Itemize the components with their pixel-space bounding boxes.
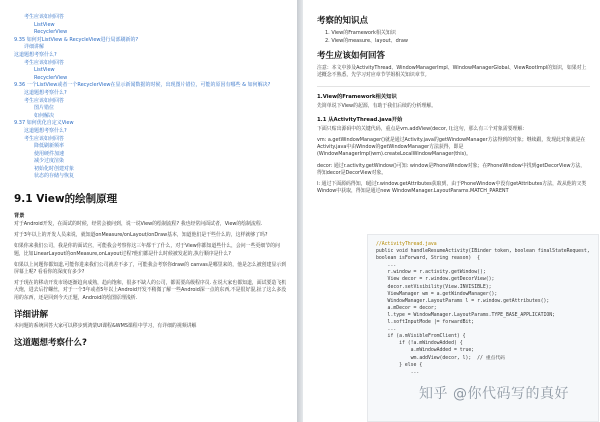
- toc-link[interactable]: 初始化时创建对象: [34, 165, 75, 172]
- framework-heading: 1.View的Framework相关知识: [317, 93, 397, 100]
- code-line: decor.setVisibility(View.INVISIBLE);: [376, 284, 492, 290]
- toc-link[interactable]: ListView: [34, 67, 55, 74]
- toc-link[interactable]: 详细讲解: [24, 44, 45, 51]
- activitythread-paragraph: 下面只贴出源码中的关键代码，重点是vm.addView(decor, l);这句，那么有三个对象需要理解：: [317, 125, 528, 132]
- framework-intro: 先简单说下View的起源，有助于我们后续的分析理解。: [317, 102, 437, 109]
- code-line: WindowManager.LayoutParams l = r.window.getAttributes();: [376, 298, 550, 304]
- toc-link[interactable]: 如何解决: [34, 112, 55, 119]
- vm-paragraph: vm: a.getWindowManager()就是通过Activity.java的getWindowManager方法得到的对象；继续跟，发现此对象就是在Activity.java中由Window的getWindowManager方法获得，即是(WindowManagerImpl)wm).createLocalWindowManager(this)。: [317, 137, 586, 158]
- code-line: l.type = WindowManager.LayoutParams.TYPE_BASE_APPLICATION;: [376, 312, 556, 318]
- toc-link[interactable]: 减少过度渲染: [34, 158, 65, 165]
- knowledge-item: 2. View的measure、layout、draw: [325, 37, 409, 44]
- layoutparams-paragraph: l: 通过下面源码得知，l通过r.window.getAttributes获取到，由于PhoneWindow中没有getAttributes方法，故从他的父类Window中获取，得知是通过new WindowManager.LayoutParams.MATCH_PARENT: [317, 181, 587, 195]
- toc-link[interactable]: 9.35 如何对ListView & RecycleView进行局部刷新的?: [14, 36, 139, 43]
- section-title: 9.1 View的绘制原理: [14, 193, 118, 206]
- toc-link[interactable]: 9.36 一个ListView或者一个RecyclerView在显示新闻数据的时候，出现图片错位，可能的原因有哪些 & 如何解决?: [14, 82, 271, 89]
- answer-heading: 考生应该如何回答: [317, 51, 386, 62]
- toc-link[interactable]: 考生应该如何回答: [24, 135, 65, 142]
- code-line: a.mWindowAdded = true;: [376, 348, 475, 354]
- background-paragraph: 如果你来我们公司，我是你的面试官，可能我会考察你这三年都干了什么，对于View你都知道些什么，会问一些更细节的问题，比如LinearLayout的onMeasure,onLayout过程?他们都是什么时候被发起的,执行顺序是什么?: [14, 243, 280, 257]
- code-line: ...: [376, 263, 397, 269]
- code-line: ViewManager wm = a.getWindowManager();: [376, 291, 498, 297]
- toc-link[interactable]: 考生应该如何回答: [24, 97, 65, 104]
- toc-link[interactable]: 这道题想考察什么?: [24, 127, 67, 134]
- code-line: //ActivityThread.java: [376, 242, 437, 247]
- code-line: r.window = r.activity.getWindow();: [376, 270, 486, 276]
- toc-link[interactable]: 使用硬件加速: [34, 150, 65, 157]
- code-line: } else {: [376, 362, 423, 368]
- toc-link[interactable]: 降低刷新频率: [34, 143, 65, 150]
- decor-paragraph: decor: 通过r.activity.getWindow()可知: window是PhoneWindow对象；在PhoneWindow中找到getDecorView方法，得知decor是DecorView对象。: [317, 162, 586, 176]
- code-line: wm.addView(decor, l); // 重点代码: [376, 355, 505, 361]
- background-paragraph: 对于现在的移动开发市场逐渐趋向成熟，趋向饱和，很多不缺人的公司，都需要高级程序员. 在说大家也都知道，面试要造飞机大炮，进去后拧螺丝，对于一个3年或者5年以上Android开发不稍微了解一些Android深一点的东西,不是很好混,扯了这么多没用的东西，还是回到今天正题，Android的绘图原理浅析.: [14, 280, 287, 301]
- knowledge-item: 1. View的Framework相关知识: [325, 30, 396, 36]
- code-line: View decor = r.window.getDecorView();: [376, 277, 495, 283]
- knowledge-heading: 考察的知识点: [317, 16, 369, 26]
- toc-link[interactable]: RecyclerView: [34, 74, 68, 81]
- code-line: if (!a.mWindowAdded) {: [376, 341, 463, 347]
- answer-note: 注意：本文中涉及ActivityThread、WindowManagerImpl、WindowManagerGlobal、ViewRootImpl的知识，如果对上述概念不熟悉，先学习对应章节学姐相关知识章节。: [317, 65, 587, 79]
- knowledge-list: [325, 30, 590, 45]
- code-line: public void handleResumeActivity(IBinder token, boolean finalStateRequest,: [376, 249, 590, 255]
- activitythread-heading: 1.1 从ActivityThread.java开始: [317, 116, 403, 123]
- code-line: if (a.mVisibleFromClient) {: [376, 334, 466, 340]
- watermark-text: 知乎 @你代码写的真好: [419, 386, 569, 402]
- code-line: ...: [376, 327, 397, 333]
- detail-heading: 详细讲解: [14, 309, 49, 320]
- background-paragraphs: [14, 221, 287, 302]
- toc-link[interactable]: 考生应该如何回答: [24, 59, 65, 66]
- background-label: 背景: [14, 213, 25, 220]
- toc-link[interactable]: 9.37 如何优化自定义View: [14, 120, 74, 127]
- code-line: boolean isForward, String reason) {: [376, 256, 480, 262]
- toc-link[interactable]: 这道题想考察什么?: [24, 89, 67, 96]
- detail-paragraph: 本问题的系统回答大家可以移步到鸿蒙UI课程&WMS课程中学习，有详细的视频讲解: [14, 322, 197, 329]
- code-line: l.softInputMode |= forwardBit;: [376, 320, 475, 326]
- background-paragraph: 如果以上问题你都知道,可能你进来我们公司就差不多了，可能我会考察你draw的 canvas是哪里来的，他是怎么被创建显示到屏幕上呢? 看看你的深度有多少?: [14, 261, 287, 276]
- toc-link[interactable]: ListView: [34, 21, 55, 28]
- left-document-page: [0, 0, 297, 422]
- toc-link[interactable]: 考生应该如何回答: [24, 14, 65, 20]
- table-of-contents: [14, 14, 287, 181]
- code-line: a.mDecor = decor;: [376, 305, 437, 311]
- toc-link[interactable]: 这道题想考察什么?: [14, 51, 57, 58]
- toc-link[interactable]: 图片错位: [34, 105, 55, 112]
- background-paragraph: 对于3年以上的开发人员来说，就知道onMeasure/onLayout/onDraw基本，知道他们是干些什么的，这样就够了吗?: [14, 232, 268, 239]
- question-heading: 这道题想考察什么?: [14, 338, 87, 349]
- background-paragraph: 对于Android开发，在面试的时候，经常会被问到，说一说View的绘制流程? 我也经常问面试者，View的绘制流程.: [14, 221, 263, 228]
- toc-link[interactable]: 状态的存储与恢复: [34, 173, 75, 180]
- code-line: ...: [376, 369, 420, 375]
- code-lines: [376, 241, 592, 376]
- divider-line: [317, 86, 590, 87]
- toc-link[interactable]: RecyclerView: [34, 29, 68, 36]
